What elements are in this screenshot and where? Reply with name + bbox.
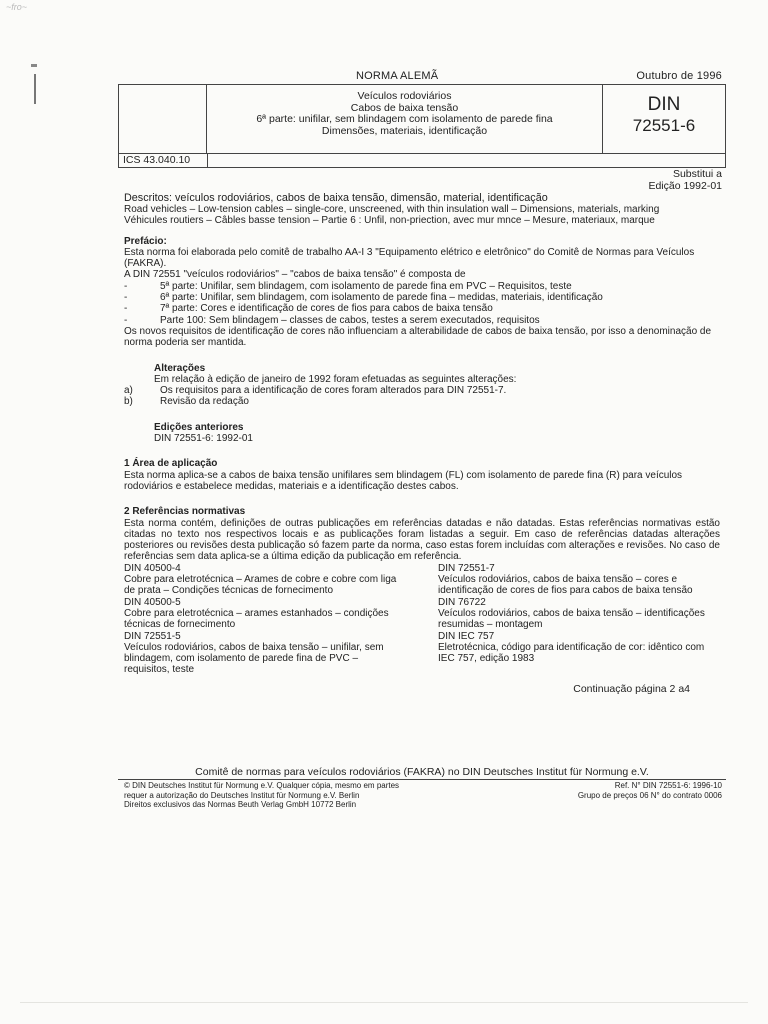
ics-divider: [207, 154, 208, 167]
reference-info: [492, 781, 722, 800]
referencias-text: Esta norma contém, definições de outras publicações em referências datadas e não datadas. Estas referências normativas estão citadas no texto nos respectivos locais e as publicações foram listadas a seguir. Em caso de referências datadas alterações posteriores ou revisões desta publicação só fazem parte da norma, caso estas forem incluídas com alterações e revisões. No caso de referências sem data aplica-se a última edição da publicação em referência.: [124, 517, 720, 563]
title-block: [118, 84, 726, 154]
din-number: 72551-6: [632, 116, 696, 135]
reference-code: DIN IEC 757: [438, 630, 495, 642]
title-line: Dimensões, materiais, identificação: [321, 124, 488, 137]
list-item: [124, 281, 720, 292]
document-title: [207, 85, 603, 153]
list-bullet: b): [124, 396, 133, 408]
section-heading-alteracoes: Alterações: [154, 362, 206, 374]
list-bullet: -: [124, 280, 128, 292]
section-heading-referencias: 2 Referências normativas: [124, 506, 246, 518]
alteracoes-intro: Em relação à edição de janeiro de 1992 foram efetuadas as seguintes alterações:: [154, 373, 517, 385]
copyright-line: Direitos exclusivos das Normas Beuth Verlag GmbH 10772 Berlin: [124, 800, 357, 809]
corner-scribble: ~fro~: [6, 2, 28, 12]
header-top-line: [118, 70, 728, 84]
copyright-notice: [124, 781, 524, 810]
section-heading-prefacio: Prefácio:: [124, 235, 167, 247]
reference-description: Cobre para eletrotécnica – Arames de cobre e cobre com liga de prata – Condições técnicas de fornecimento: [124, 574, 397, 597]
list-bullet: -: [124, 303, 128, 315]
reference-code: DIN 40500-4: [124, 562, 181, 574]
descriptors: [124, 192, 720, 204]
replaces-edition: Edição 1992-01: [648, 180, 722, 192]
reference-code: DIN 40500-5: [124, 596, 181, 608]
list-bullet: -: [124, 314, 128, 326]
title-line: Cabos de baixa tensão: [350, 101, 459, 114]
list-item: [124, 292, 720, 303]
ics-classification: [118, 154, 726, 168]
price-group: Grupo de preços 06 N° do contrato 0006: [577, 790, 722, 800]
list-item-text: Revisão da redação: [160, 396, 249, 408]
list-item: [124, 385, 720, 396]
reference-description: Eletrotécnica, código para identificação de cor: idêntico com IEC 757, edição 1983: [438, 641, 705, 665]
list-bullet: a): [124, 385, 133, 397]
reference-description: Veículos rodoviários, cabos de baixa tensão – unifilar, sem blindagem, com isolamento de parede fina de PVC – requisitos, teste: [124, 641, 384, 676]
reference-code: DIN 72551-7: [438, 562, 495, 574]
margin-mark: [31, 64, 37, 67]
margin-mark-vertical: [34, 74, 36, 104]
references-column-right: [438, 563, 718, 676]
list-item-text: 7ª parte: Cores e identificação de cores de fios para cabos de baixa tensão: [160, 303, 493, 315]
copyright-line: requer a autorização do Deutsches Institut für Normung e.V. Berlin: [124, 790, 360, 800]
din-label: DIN: [647, 94, 681, 115]
scan-edge-line: [20, 1002, 748, 1003]
list-item-text: 5ª parte: Unifilar, sem blindagem, com isolamento de parede fina em PVC – Requisitos, teste: [160, 280, 572, 292]
copyright-line: © DIN Deutsches Institut für Normung e.V. Qualquer cópia, mesmo em partes: [124, 781, 400, 790]
publication-date: Outubro de 1996: [636, 70, 722, 82]
list-item: [124, 303, 720, 314]
list-bullet: -: [124, 292, 128, 304]
descriptors-english: Road vehicles – Low-tension cables – single-core, unscreened, with thin insulation wall – Dimensions, materials, marking: [124, 204, 660, 215]
prefacio-paragraph: A DIN 72551 "veículos rodoviários" – "cabos de baixa tensão" é composta de: [124, 269, 466, 281]
title-line: Veículos rodoviários: [357, 90, 452, 102]
reference-description: Veículos rodoviários, cabos de baixa tensão – cores e identificação de cores de fios para cabos de baixa tensão: [438, 574, 693, 597]
prefacio-paragraph: Os novos requisitos de identificação de cores não influenciam a alterabilidade de cabos de baixa tensão, por isso a denominação de norma poderia ser mantida.: [124, 325, 712, 349]
committee-line: Comitê de normas para veículos rodoviários (FAKRA) no DIN Deutsches Institut für Normung e.V.: [118, 766, 726, 780]
din-identifier: [603, 85, 725, 153]
continuation-note: Continuação página 2 a4: [573, 682, 690, 695]
section-heading-edicoes: Edições anteriores: [154, 421, 244, 433]
reference-description: Cobre para eletrotécnica – arames estanhados – condições técnicas de fornecimento: [124, 607, 389, 631]
reference-code: DIN 76722: [438, 596, 486, 608]
list-item-text: 6ª parte: Unifilar, sem blindagem, com isolamento de parede fina – medidas, materiais, identificação: [160, 292, 603, 304]
list-item-text: Parte 100: Sem blindagem – classes de cabos, testes a serem executados, requisitos: [160, 314, 540, 326]
references-column-left: [124, 563, 404, 676]
document-body: [124, 192, 720, 695]
section-heading-area: 1 Área de aplicação: [124, 458, 218, 470]
replaces-note: [648, 168, 722, 192]
list-item: [124, 396, 720, 407]
list-item: [124, 315, 720, 326]
ics-code: ICS 43.040.10: [123, 154, 191, 166]
references-list: [124, 563, 720, 676]
descriptors-french: Véhicules routiers – Câbles basse tension – Partie 6 : Unfil, non-priection, avec mur mnce – Mesure, materiaux, marque: [124, 215, 655, 227]
prefacio-paragraph: Esta norma foi elaborada pelo comitê de trabalho AA-I 3 "Equipamento elétrico e eletrônico" do Comitê de Normas para Veículos (FAKRA).: [124, 246, 695, 270]
norma-label: NORMA ALEMÃ: [356, 70, 439, 82]
replaces-label: Substitui a: [672, 168, 722, 180]
reference-code: DIN 72551-5: [124, 630, 181, 642]
descriptors-label: Descritos:: [124, 192, 172, 204]
reference-description: Veículos rodoviários, cabos de baixa tensão – identificações resumidas – montagem: [438, 607, 705, 631]
title-block-left-cell: [119, 85, 207, 153]
area-text: Esta norma aplica-se a cabos de baixa tensão unifilares sem blindagem (FL) com isolamento de parede fina (R) para veículos rodoviários e estabelece medidas, materiais e a identificação destes cabos.: [124, 469, 683, 492]
title-line: 6ª parte: unifilar, sem blindagem com isolamento de parede fina: [256, 113, 553, 125]
edicoes-text: DIN 72551-6: 1992-01: [154, 433, 253, 445]
list-item-text: Os requisitos para a identificação de cores foram alterados para DIN 72551-7.: [160, 385, 507, 397]
reference-number: Ref. N° DIN 72551-6: 1996-10: [614, 781, 722, 790]
descriptors-text: veículos rodoviários, cabos de baixa tensão, dimensão, material, identificação: [172, 192, 548, 204]
